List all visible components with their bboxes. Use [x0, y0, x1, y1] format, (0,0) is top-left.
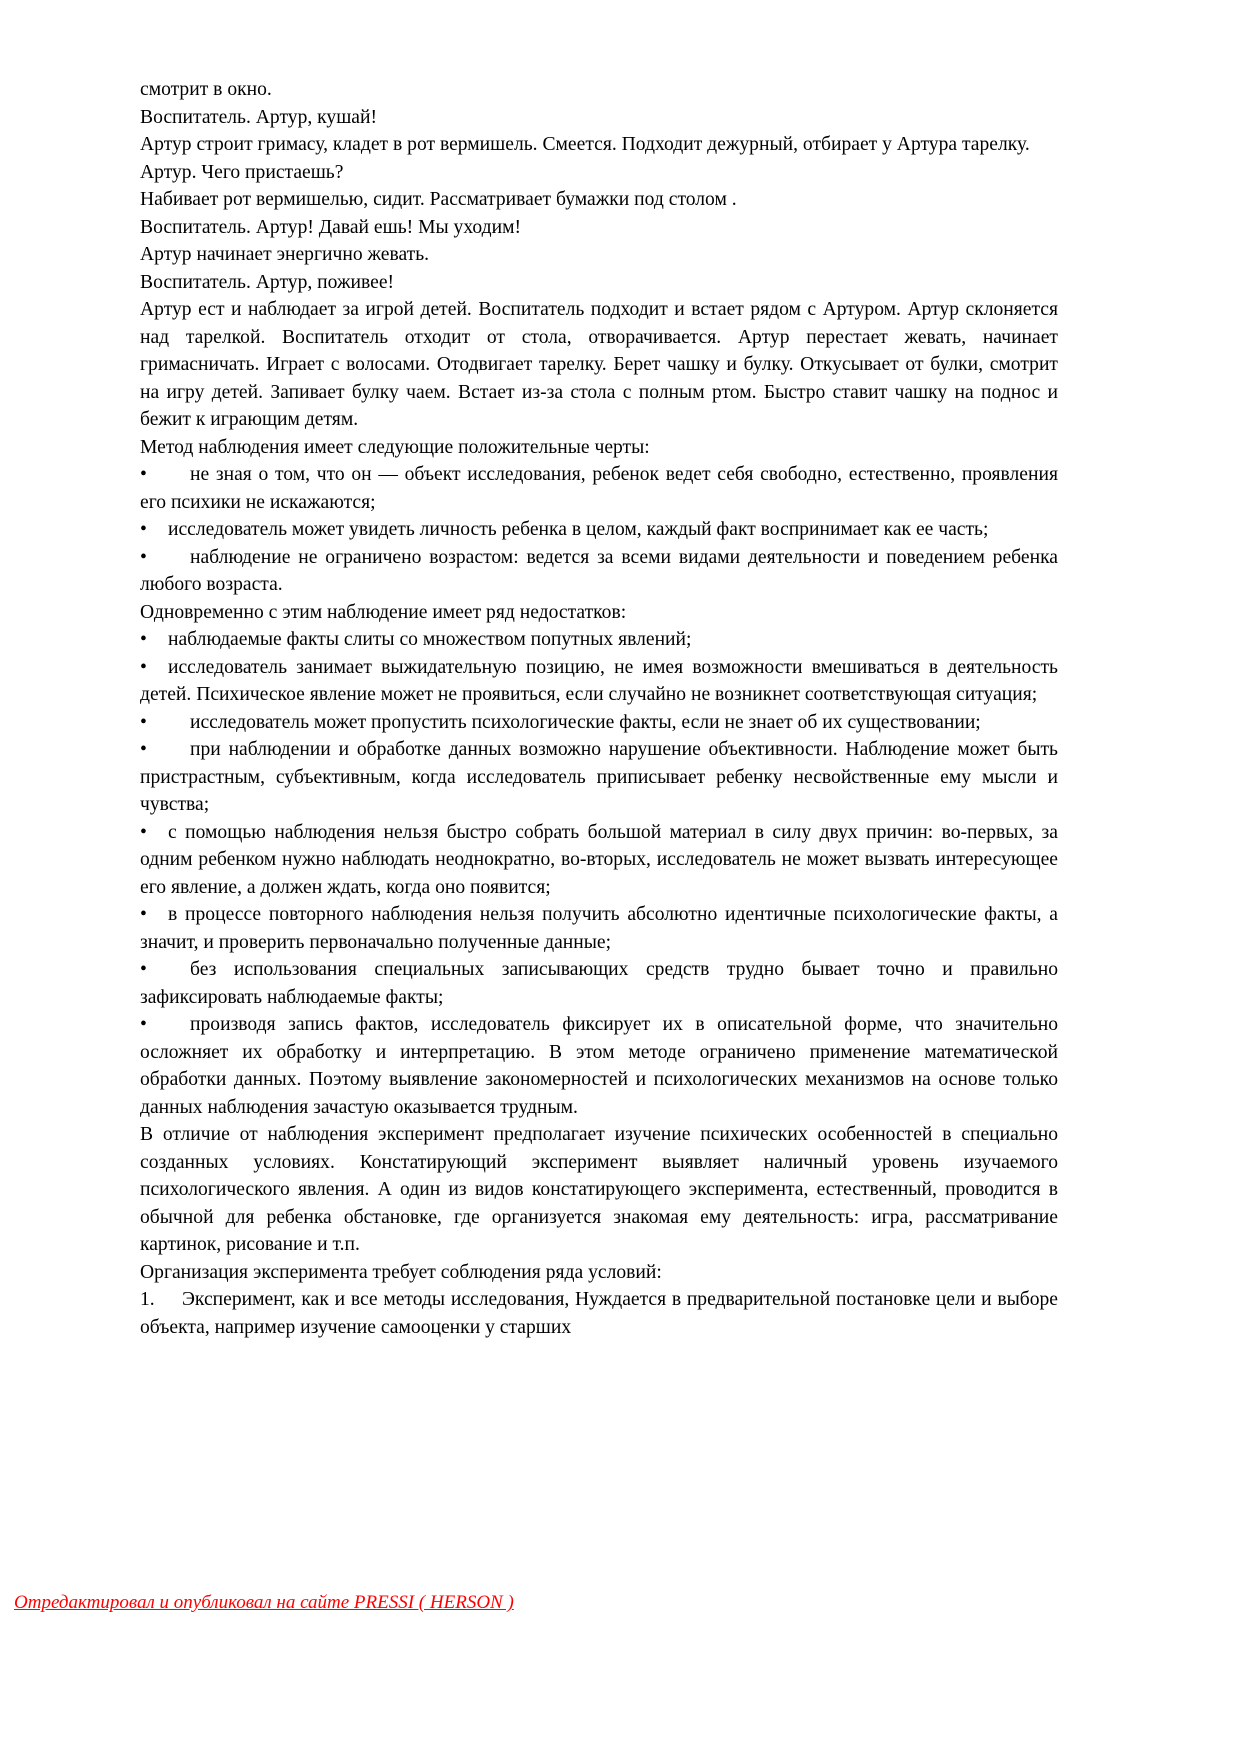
- bullet-item: [140, 709, 1058, 737]
- item-text: исследователь занимает выжидательную позицию, не имея возможности вмешиваться в деятельность детей. Психическое явление может не проявиться, если случайно не возникнет соответствующая ситуация;: [140, 656, 1058, 705]
- bullet-marker: •: [140, 821, 147, 843]
- paragraph: Воспитатель. Артур! Давай ешь! Мы уходим!: [140, 216, 522, 238]
- paragraph: Артур. Чего пристаешь?: [140, 161, 344, 183]
- bullet-item: [140, 461, 1058, 516]
- bullet-item: [140, 654, 1058, 709]
- item-text: не зная о том, что он — объект исследования, ребенок ведет себя свободно, естественно, проявления его психики не искажаются;: [140, 464, 1058, 513]
- bullet-marker: •: [140, 959, 147, 980]
- item-text: наблюдаемые факты слиты со множеством попутных явлений;: [168, 629, 692, 650]
- paragraph: Воспитатель. Артур, кушай!: [140, 106, 377, 128]
- bullet-marker: •: [140, 904, 147, 925]
- document-body: [140, 76, 1058, 1341]
- number-marker: 1.: [140, 1289, 155, 1310]
- bullet-item: [140, 736, 1058, 819]
- bullet-marker: •: [140, 739, 147, 760]
- bullet-item: [140, 901, 1058, 956]
- footer-editor-note: Отредактировал и опубликовал на сайте PRESSI ( HERSON ): [14, 1592, 514, 1613]
- bullet-item: [140, 626, 1058, 654]
- bullet-marker: •: [140, 519, 147, 540]
- paragraph: Артур ест и наблюдает за игрой детей. Воспитатель подходит и встает рядом с Артуром. Артур склоняется над тарелкой. Воспитатель отходит от стола, отворачивается. Артур перестает жевать, начинает гримасничать. Играет с волосами. Отодвигает тарелку. Берет чашку и булку. Откусывает от булки, смотрит на игру детей. Запивает булку чаем. Встает из-за стола с полным ртом. Быстро ставит чашку на поднос и бежит к играющим детям.: [140, 299, 1058, 430]
- item-text: без использования специальных записывающих средств трудно бывает точно и правильно зафиксировать наблюдаемые факты;: [140, 959, 1058, 1008]
- paragraph: Артур строит гримасу, кладет в рот вермишель. Смеется. Подходит дежурный, отбирает у Артура тарелку.: [140, 134, 1030, 155]
- paragraph: Одновременно с этим наблюдение имеет ряд недостатков:: [140, 601, 627, 623]
- item-text: с помощью наблюдения нельзя быстро собрать большой материал в силу двух причин: во-первых, за одним ребенком нужно наблюдать неоднократно, во-вторых, исследователь не может вызвать интересующее его явление, а должен ждать, когда оно появится;: [140, 821, 1058, 898]
- bullet-item: [140, 1011, 1058, 1121]
- item-text: исследователь может пропустить психологические факты, если не знает об их существовании;: [190, 711, 981, 733]
- bullet-item: [140, 819, 1058, 902]
- item-text: в процессе повторного наблюдения нельзя получить абсолютно идентичные психологические факты, а значит, и проверить первоначально полученные данные;: [140, 904, 1058, 953]
- bullet-item: [140, 516, 1058, 544]
- paragraph: В отличие от наблюдения эксперимент предполагает изучение психических особенностей в специально созданных условиях. Констатирующий эксперимент выявляет наличный уровень изучаемого психологического явления. А один из видов констатирующего эксперимента, естественный, проводится в обычной для ребенка обстановке, где организуется знакомая ему деятельность: игра, рассматривание картинок, рисование и т.п.: [140, 1124, 1058, 1255]
- bullet-marker: •: [140, 656, 147, 678]
- item-text: при наблюдении и обработке данных возможно нарушение объективности. Наблюдение может быть пристрастным, субъективным, когда исследователь приписывает ребенку несвойственные ему мысли и чувства;: [140, 739, 1058, 815]
- bullet-marker: •: [140, 464, 147, 485]
- item-text: Эксперимент, как и все методы исследования, Нуждается в предварительной постановке цели и выборе объекта, например изучение самооценки у старших: [140, 1289, 1058, 1338]
- bullet-item: [140, 956, 1058, 1011]
- bullet-item: [140, 544, 1058, 599]
- bullet-marker: •: [140, 1014, 147, 1035]
- item-text: производя запись фактов, исследователь фиксирует их в описательной форме, что значительно осложняет их обработку и интерпретацию. В этом методе ограничено применение математической обработки данных. Поэтому выявление закономерностей и психологических механизмов на основе только данных наблюдения зачастую оказывается трудным.: [140, 1014, 1058, 1118]
- paragraph: Набивает рот вермишелью, сидит. Рассматривает бумажки под столом .: [140, 189, 737, 210]
- bullet-marker: •: [140, 629, 147, 650]
- bullet-marker: •: [140, 546, 147, 568]
- item-text: наблюдение не ограничено возрастом: ведется за всеми видами деятельности и поведением ребенка любого возраста.: [140, 546, 1058, 595]
- numbered-item: [140, 1286, 1058, 1341]
- paragraph: Артур начинает энергично жевать.: [140, 244, 430, 265]
- paragraph: Организация эксперимента требует соблюдения ряда условий:: [140, 1261, 662, 1283]
- paragraph: смотрит в окно.: [140, 79, 272, 100]
- bullet-marker: •: [140, 711, 147, 733]
- item-text: исследователь может увидеть личность ребенка в целом, каждый факт воспринимает как ее часть;: [168, 519, 989, 540]
- paragraph: Воспитатель. Артур, поживее!: [140, 271, 395, 293]
- paragraph: Метод наблюдения имеет следующие положительные черты:: [140, 436, 650, 458]
